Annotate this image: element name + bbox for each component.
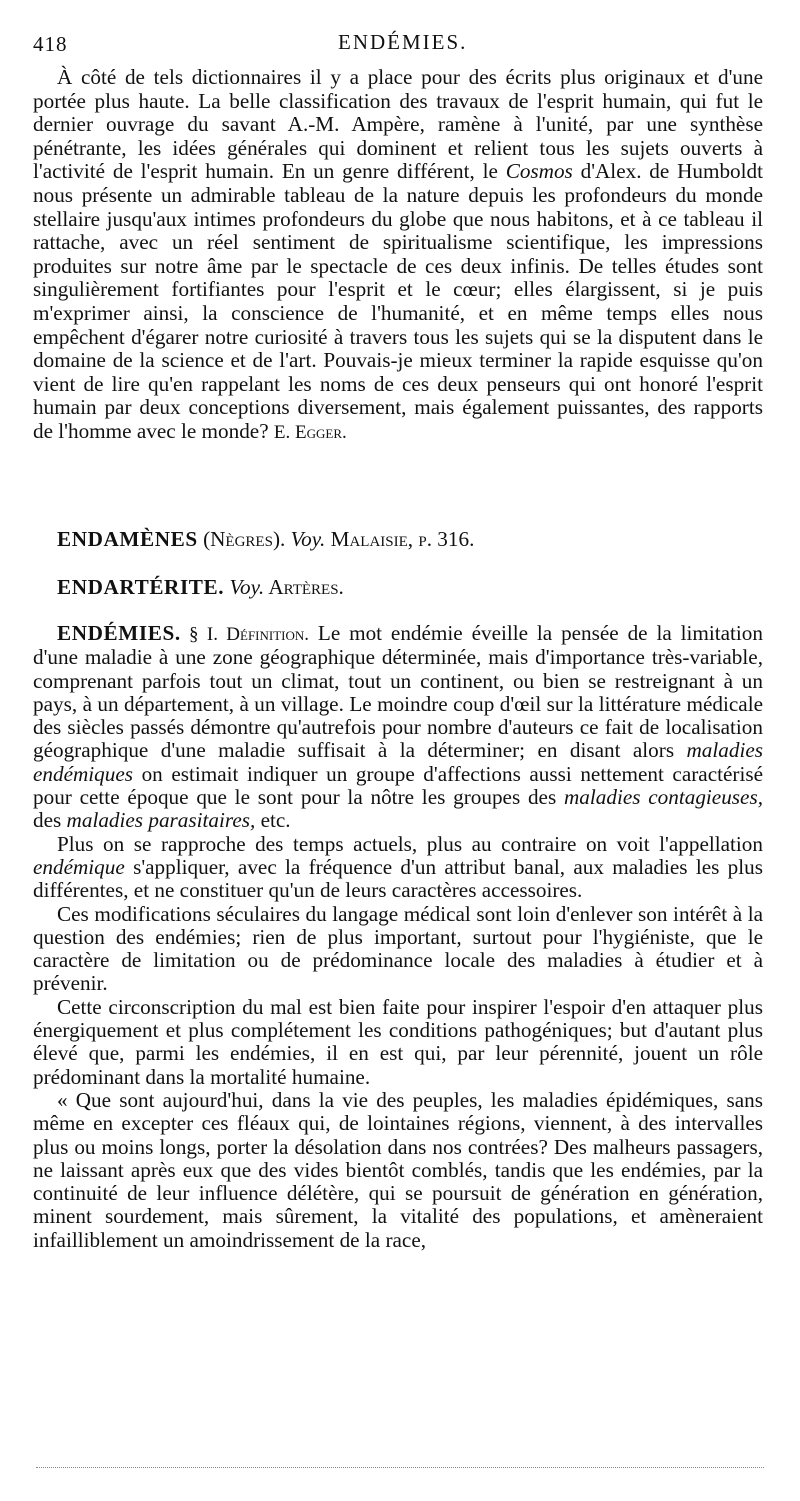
- voy-label: Voy.: [224, 575, 265, 599]
- definition-paragraph: [33, 622, 763, 833]
- footer-rule: [36, 1467, 764, 1468]
- cross-reference: Malaisie, p. 316.: [325, 527, 475, 551]
- egger-article-conclusion: [33, 66, 763, 445]
- entry-headword: ENDAMÈNES: [57, 527, 198, 551]
- entry-qualifier: (Nègres).: [197, 527, 291, 551]
- egger-text-part1: À côté de tels dictionnaires il y a place pour des écrits plus originaux et d'une portée plus haute. La belle classification des travaux de l'esprit humain, qui fut le dernier ouvrage du savant A.-M. Ampère, ramène à l'unité, par une synthèse pénétrante, les idées générales qui dominent et relient tous les sujets ouverts à l'activité de l'esprit humain. En un genre différent, le: [33, 65, 763, 184]
- term-maladies-contagieuses: maladies contagieuses,: [563, 785, 764, 810]
- section-label: § I. Définition.: [180, 624, 310, 645]
- entry-endarterite-line: [33, 576, 763, 600]
- author-signature: E. Egger.: [273, 421, 347, 443]
- entry-endamenes: [33, 528, 763, 552]
- paragraph-modifications: Ces modifications séculaires du langage médical sont loin d'enlever son intérêt à la question des endémies; rien de plus important, surtout pour l'hygiéniste, que le caractère de limitation ou de prédominance locale des maladies à étudier et à prévenir.: [33, 901, 763, 996]
- entry-endamenes-line: [33, 528, 763, 552]
- paragraph-quotation: « Que sont aujourd'hui, dans la vie des peuples, les maladies épidémiques, sans même en excepter ces fléaux qui, de lointaines régions, viennent, à des intervalles plus ou moins longs, porter la désolation dans nos contrées? Des malheurs passagers, ne laissant après eux que des vides bientôt comblés, tandis que les endémies, par la continuité de leur influence délétère, qui se poursuit de génération en génération, minent sourdement, mais sûrement, la vitalité des populations, et amèneraient infailliblement un amoindrissement de la race,: [33, 1087, 763, 1252]
- definition-text-4: etc.: [255, 808, 291, 833]
- paragraph-2-text-2: s'appliquer, avec la fréquence d'un attribut banal, aux maladies les plus différentes, et ne constituer qu'un de leurs caractères accessoires.: [33, 854, 763, 903]
- cosmos-title: Cosmos: [505, 159, 573, 184]
- running-title: ENDÉMIES.: [338, 30, 468, 54]
- paragraph-2-text-1: Plus on se rapproche des temps actuels, plus au contraire on voit l'appellation: [57, 831, 763, 856]
- paragraph-circonscription: Cette circonscription du mal est bien faite pour inspirer l'espoir d'en attaquer plus énergiquement et plus complétement les conditions pathogéniques; but d'autant plus élevé que, parmi les endémies, il en est qui, par leur pérennité, jouent un rôle prédominant dans la mortalité humaine.: [33, 994, 763, 1089]
- term-endemique: endémique: [33, 854, 125, 879]
- page-number: 418: [33, 32, 68, 56]
- definition-text-2: on estimait indiquer un groupe d'affections aussi nettement caractérisé pour cette époque que le sont pour la nôtre les groupes des: [33, 761, 763, 810]
- paragraph-appellation: [33, 833, 763, 903]
- entry-endemies: [33, 622, 763, 1252]
- term-maladies-endemiques: maladies endémiques: [33, 738, 763, 786]
- egger-text-part2: d'Alex. de Humboldt nous présente un admirable tableau de la nature depuis les profondeurs du monde stellaire jusqu'aux intimes profondeurs du globe que nous habitons, et à ce tableau il rattache, avec un réel sentiment de spiritualisme scientifique, les impressions produites sur notre âme par le spectacle de ces deux infinis. De telles études sont singulièrement fortifiantes pour l'esprit et le cœur; elles élargissent, si je puis m'exprimer ainsi, la conscience de l'humanité, et en même temps elles nous empêchent d'égarer notre curiosité à travers tous les sujets qui se la disputent dans le domaine de la science et de l'art. Pouvais-je mieux terminer la rapide esquisse qu'on vient de lire qu'en rappelant les noms de ces deux penseurs qui ont honoré l'esprit humain par deux conceptions diversement, mais également puissantes, des rapports de l'homme avec le monde?: [33, 159, 763, 443]
- definition-text-1: Le mot endémie éveille la pensée de la limitation d'une maladie à une zone géographique déterminée, mais d'importance très-variable, comprenant parfois tout un climat, tout un continent, ou bien se restreignant à un pays, à un département, à un village. Le moindre coup d'œil sur la littérature médicale des siècles passés démontre qu'autrefois pour nombre d'auteurs ce fait de localisation géographique d'une maladie suffisait à la déterminer; en disant alors: [33, 621, 763, 763]
- entry-headword: ENDÉMIES.: [57, 621, 181, 645]
- voy-label: Voy.: [290, 527, 326, 551]
- cross-reference: Artères.: [264, 575, 344, 599]
- entry-endarterite: [33, 576, 763, 600]
- egger-paragraph: [33, 66, 763, 445]
- entry-headword: ENDARTÉRITE.: [57, 575, 225, 599]
- term-maladies-parasitaires: maladies parasitaires,: [66, 808, 256, 833]
- definition-text-3: des: [33, 808, 67, 833]
